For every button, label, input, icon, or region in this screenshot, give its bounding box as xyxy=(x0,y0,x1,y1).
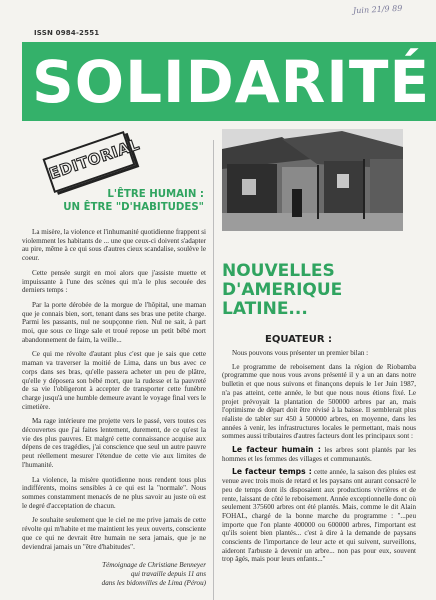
masthead-title: SOLIDARITÉ xyxy=(32,48,431,116)
news-photo xyxy=(222,129,403,231)
left-paragraph: La violence, la misère quotidienne nous rendent tous plus indifférents, moins sensibles à ce qui est la "normale". Nous sommes constamment menacés de ne plus savoir au juste où est le degré d'acceptation de chacun. xyxy=(22,475,206,510)
handwritten-date: Juin 21/9 89 xyxy=(352,3,403,16)
right-headline xyxy=(222,262,422,319)
right-headline-line3: LATINE... xyxy=(222,299,308,319)
left-paragraph: Je souhaite seulement que le ciel ne me prive jamais de cette révolte qui m'habite et me maintient les yeux ouverts, consciente que ce qui ne devrait être humain ne sera jamais, que je ne deviendrai jamais un "être d'habitudes". xyxy=(22,516,206,551)
facteur-humain-label: Le facteur humain : xyxy=(232,445,321,455)
left-headline-line2: UN ÊTRE "D'HABITUDES" xyxy=(63,202,204,213)
facteur-humain-text: les arbres sont plantés par les hommes et les femmes des villages et communautés. xyxy=(222,446,416,463)
column-divider xyxy=(213,140,214,600)
left-paragraph: Ma rage intérieure me projette vers le passé, vers toutes ces découvertes que j'ai faites lentement, durement, de ce qu'est la vie des plus pauvres. Et malgré cette connaissance acquise aux dépens de ces tragédies, j'ai conscience que seul un autre pauvre peut réellement mesurer l'étendue de cette vie aux limites de l'humanité. xyxy=(22,417,206,469)
right-paragraph: Le programme de reboisement dans la région de Riobamba (programme que nous vous avons présenté il y a un an dans notre bulletin et que nous suivons et finançons depuis le 1er Juin 1987, n'a pas atteint, cette année, le but que nous nous étions fixé. Le projet prévoyait la plantation de 500000 arbres par an, mais l'optimisme de départ doit être révisé à la baisse. Il semblerait plus réaliste de tabler sur 450 à 500000 arbres, en moyenne, dans les années à venir, les infrastructures locales le permettant, mais nous sommes aussi tributaires d'autres facteurs dont les principaux sont : xyxy=(222,362,416,441)
left-paragraph: Ce qui me révolte d'autant plus c'est que je sais que cette maman va traverser la moitié de Lima, dans un bus avec ce corps dans ses bras, qu'elle passera acheter un peu de plâtre, qu'elle y déposera son bébé mort, que la rudesse et la pauvreté de sa vie l'obligeront à accepter de transporter cette funèbre charge jusqu'à une humble demeure avant le voyage final vers le cimetière. xyxy=(22,350,206,411)
left-paragraph: Cette pensée surgit en moi alors que j'assiste muette et impuissante à l'une des scènes qui m'a le plus secouée des derniers temps : xyxy=(22,268,206,295)
issn-label: ISSN 0984-2551 xyxy=(34,29,100,37)
right-headline-line2: D'AMERIQUE xyxy=(222,280,343,300)
photo-illustration xyxy=(222,129,403,231)
facteur-temps-label: Le facteur temps : xyxy=(232,467,312,477)
signature-line1: Témoignage de Christiane Benneyer xyxy=(102,561,206,570)
right-headline-line1: NOUVELLES xyxy=(222,261,335,281)
section-heading: EQUATEUR : xyxy=(265,334,333,345)
facteur-humain xyxy=(222,446,416,463)
signature xyxy=(22,561,206,587)
signature-line3: dans les bidonvilles de Lima (Pérou) xyxy=(101,578,206,587)
masthead-banner xyxy=(22,42,436,121)
left-headline-line1: L'ÊTRE HUMAIN : xyxy=(107,189,204,200)
signature-line2: qui travaille depuis 11 ans xyxy=(130,569,206,578)
editorial-label: EDITORIAL xyxy=(46,135,142,183)
right-intro: Nous pouvons vous présenter un premier bilan : xyxy=(232,349,369,357)
facteur-temps xyxy=(222,468,416,564)
left-headline xyxy=(63,188,204,214)
editorial-stamp xyxy=(42,131,142,193)
left-paragraph: La misère, la violence et l'inhumanité quotidienne frappent si violemment les habitants de ... une que ceux-ci doivent s'adapter au pire, même à ce qui sous d'autres cieux scandalise, soulève le coeur. xyxy=(22,228,206,263)
facteur-temps-text: cette année, la saison des pluies est venue avec trois mois de retard et les paysans ont aurant consacré le peu de temps dont ils disposaient aux productions vivrières et de rente, laissant de côté le reboisement. Année exceptionnelle donc où seulement 375600 arbres ont été plantés. Mais, comme le dit Alain FOHAL, chargé de la bonne marche du programme : "...peu importe que l'on plante 400000 ou 600000 arbres, l'important est qu'ils soient bien plantés... c'est à dire à la demande de paysans conscients de l'importance de leur acte et qui suivent, surveillons, aideront l'arbuste à devenir un arbre... non pas pour eux, souvent trop âgés, mais pour leurs enfants..." xyxy=(222,468,416,564)
left-article-body xyxy=(22,228,206,587)
right-article-body xyxy=(222,349,416,569)
left-paragraph: Par la porte dérobée de la morgue de l'hôpital, une maman que je connais bien, sort, tenant dans ses bras une petite charge. Parmi les passants, nul ne soupçonne rien. Nul ne sait, à part moi, que sous ce linge sale et troué repose un petit bébé mort abandonnement de faim, la veille... xyxy=(22,300,206,344)
